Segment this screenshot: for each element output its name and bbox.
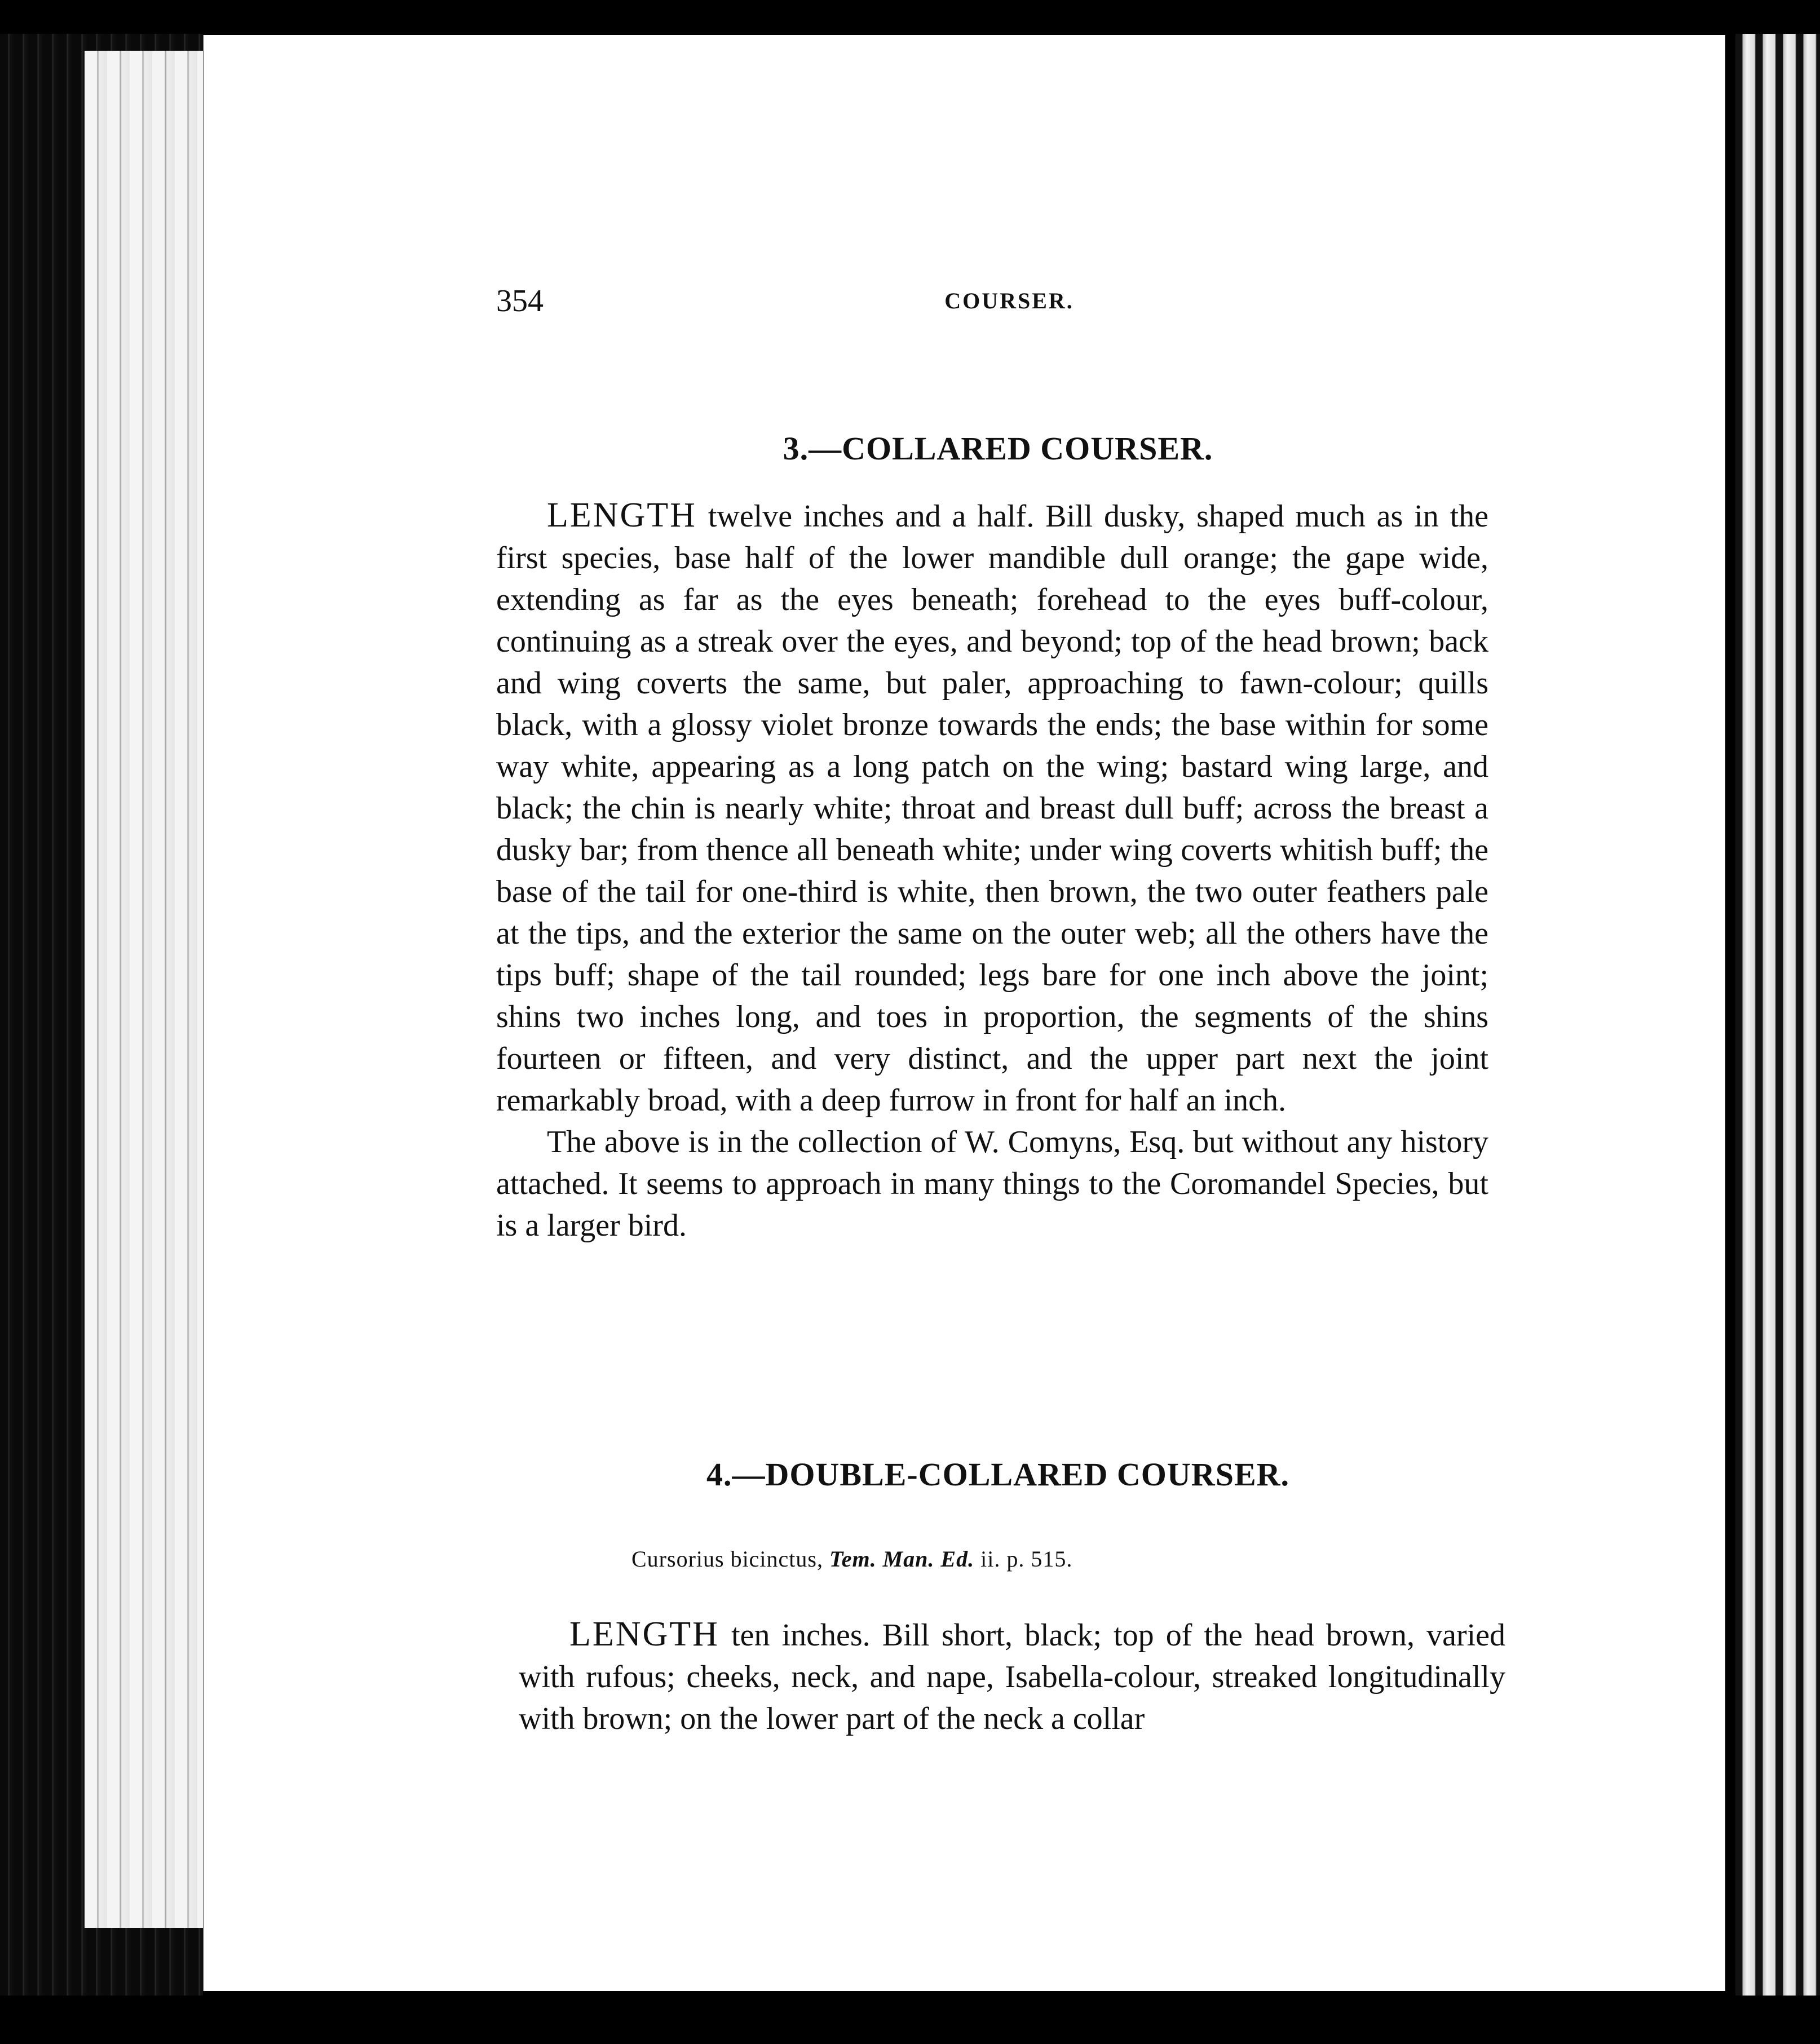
citation — [631, 1546, 1297, 1572]
section-title-collared-courser: 3.—COLLARED COURSER. — [783, 430, 1213, 467]
description-paragraph — [496, 494, 1488, 1121]
section-body-double-collared-courser — [519, 1613, 1505, 1740]
description-paragraph — [519, 1613, 1505, 1740]
book-right-edge — [1735, 34, 1820, 1996]
section-title-double-collared-courser: 4.—DOUBLE-COLLARED COURSER. — [706, 1456, 1290, 1493]
book-page-edges — [85, 51, 205, 1928]
paragraph-text: twelve inches and a half. Bill dusky, shaped much as in the first species, base half of the lower mandible dull orange; the gape wide, extending as far as the eyes beneath; forehead to the eyes buff-colour, continuing as a streak over the eyes, and beyond; top of the head brown; back and wing coverts the same, but paler, approaching to fawn-colour; quills black, with a glossy violet bronze towards the ends; the base within for some way white, appearing as a long patch on the wing; bastard wing large, and black; the chin is nearly white; throat and breast dull buff; across the breast a dusky bar; from thence all beneath white; under wing coverts whitish buff; the base of the tail for one-third is white, then brown, the two outer feathers pale at the tips, and the exterior the same on the outer web; all the others have the tips buff; shape of the tail rounded; legs bare for one inch above the joint; shins two inches long, and toes in proportion, the segments of the shins fourteen or fifteen, and very distinct, and the upper part next the joint remarkably broad, with a deep furrow in front for half an inch. — [496, 499, 1489, 1118]
page-header — [496, 283, 1432, 328]
paragraph-text: ten inches. Bill short, black; top of the head brown, varied with rufous; cheeks, neck, and nape, Isabella-colour, streaked longitudinally with brown; on the lower part of the neck a collar — [519, 1618, 1505, 1736]
running-head: COURSER. — [944, 288, 1074, 313]
note-paragraph: The above is in the collection of W. Comyns, Esq. but without any history attached. It seems to approach in many things to the Coromandel Species, but is a larger bird. — [496, 1125, 1488, 1243]
book-page — [203, 35, 1725, 1991]
page-number: 354 — [496, 284, 544, 318]
lead-word: LENGTH — [547, 496, 697, 534]
citation-page: ii. p. 515. — [980, 1546, 1073, 1572]
lead-word: LENGTH — [569, 1615, 719, 1653]
citation-name: Cursorius bicinctus, — [631, 1546, 823, 1572]
section-body-collared-courser — [496, 494, 1488, 1246]
citation-ref: Tem. Man. Ed. — [829, 1546, 975, 1572]
